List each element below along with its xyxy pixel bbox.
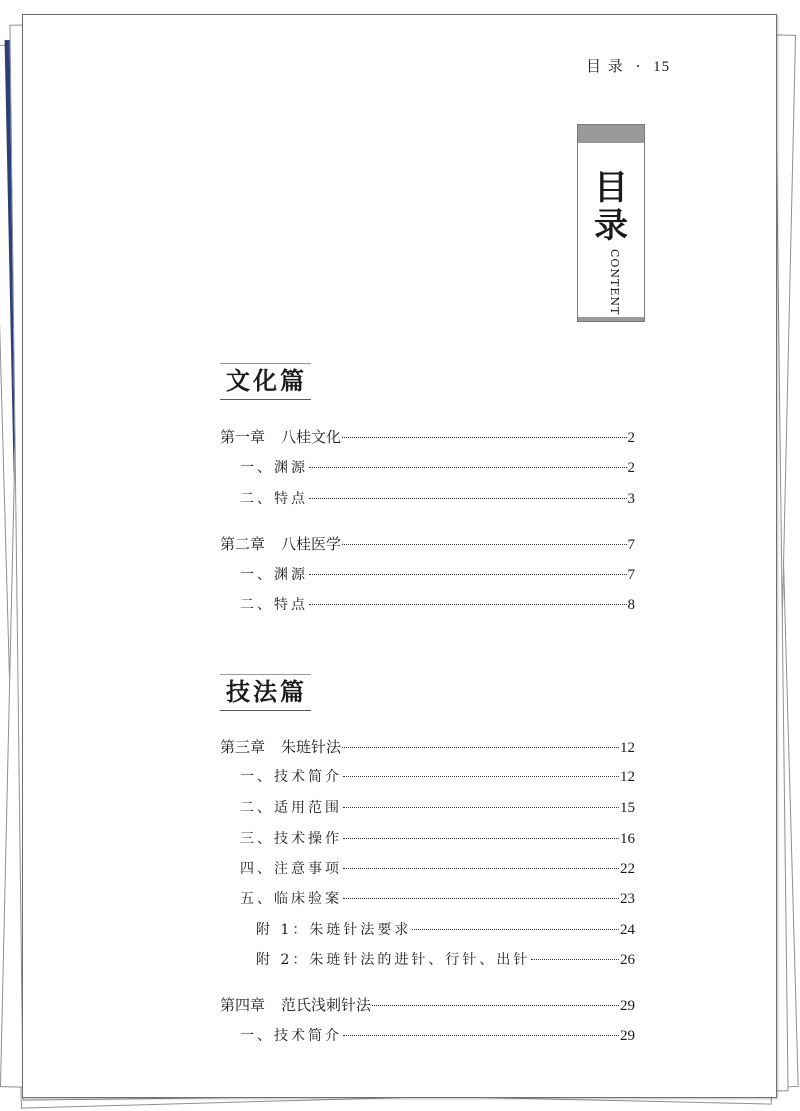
toc-label: 一、渊源: [240, 567, 308, 583]
badge-title-char: 录: [594, 206, 628, 246]
toc-chapter: [220, 426, 341, 447]
toc-entry[interactable]: [220, 994, 635, 1015]
toc-entry[interactable]: [220, 1025, 635, 1045]
dot-leader: [309, 574, 627, 575]
dot-leader: [342, 747, 619, 748]
page-number: 15: [620, 800, 635, 816]
toc-label: 二、特点: [240, 597, 308, 613]
chapter-title: 朱琏针法: [281, 738, 342, 756]
section-title: 技法篇: [220, 674, 311, 711]
chapter-label: 第四章: [220, 996, 266, 1014]
toc-entry[interactable]: [220, 828, 635, 848]
page-number: 2: [627, 460, 635, 476]
toc-label: 附 2：朱琏针法的进针、行针、出针: [256, 952, 531, 968]
badge-english: CONTENT: [608, 249, 621, 316]
page-number: 23: [620, 891, 635, 907]
dot-leader: [343, 1035, 619, 1036]
toc-entry[interactable]: [220, 797, 635, 817]
badge-top-bar: [578, 125, 644, 143]
dot-leader: [343, 868, 619, 869]
header-separator: ·: [635, 57, 642, 75]
dot-leader: [372, 1005, 619, 1006]
page-number: 26: [620, 952, 635, 968]
page-number: 22: [620, 861, 635, 877]
page-number: 3: [627, 491, 635, 507]
page-number: 7: [627, 567, 635, 583]
toc-entry[interactable]: [220, 766, 635, 786]
toc-entry[interactable]: [220, 488, 635, 508]
page-number: 24: [620, 922, 635, 938]
toc-entry[interactable]: [220, 858, 635, 878]
toc-label: 三、技术操作: [240, 831, 342, 847]
chapter-label: 第二章: [220, 535, 266, 553]
toc-label: 一、渊源: [240, 460, 308, 476]
header-section: 目 录: [586, 57, 624, 75]
page-number: 16: [620, 831, 635, 847]
toc-label: 一、技术简介: [240, 1028, 342, 1044]
toc-chapter: [220, 533, 341, 554]
dot-leader: [343, 898, 619, 899]
dot-leader: [309, 604, 627, 605]
page-number: 12: [620, 740, 635, 756]
dot-leader: [309, 498, 627, 499]
header-page-number: 15: [653, 59, 671, 75]
chapter-label: 第三章: [220, 738, 266, 756]
badge-title-char: 目: [594, 168, 628, 208]
toc-label: 二、特点: [240, 491, 308, 507]
dot-leader: [309, 467, 627, 468]
toc-entry[interactable]: [220, 426, 635, 447]
toc-entry[interactable]: [220, 533, 635, 554]
page-number: 29: [620, 1028, 635, 1044]
toc-entry[interactable]: [220, 736, 635, 757]
toc-label: 一、技术简介: [240, 769, 342, 785]
chapter-label: 第一章: [220, 428, 266, 446]
toc-entry[interactable]: [220, 919, 635, 939]
toc-label: 四、注意事项: [240, 861, 342, 877]
dot-leader: [343, 776, 619, 777]
dot-leader: [342, 544, 626, 545]
chapter-title: 八桂医学: [281, 535, 342, 553]
dot-leader: [343, 807, 619, 808]
toc-entry[interactable]: [220, 888, 635, 908]
dot-leader: [342, 437, 626, 438]
toc-entry[interactable]: [220, 457, 635, 477]
toc-chapter: [220, 736, 341, 757]
chapter-title: 范氏浅刺针法: [281, 996, 372, 1014]
toc-label: 二、适用范围: [240, 800, 342, 816]
page-number: 8: [627, 597, 635, 613]
page-number: 2: [627, 430, 635, 446]
toc-label: 五、临床验案: [240, 891, 342, 907]
dot-leader: [343, 838, 619, 839]
page-number: 29: [620, 998, 635, 1014]
toc-label: 附 1：朱琏针法要求: [256, 922, 412, 938]
toc-entry[interactable]: [220, 564, 635, 584]
section-title: 文化篇: [220, 363, 311, 400]
dot-leader: [531, 959, 619, 960]
badge-title: [578, 169, 644, 245]
running-header: [586, 55, 670, 76]
toc-entry[interactable]: [220, 594, 635, 614]
dot-leader: [412, 929, 619, 930]
badge-bottom-bar: [578, 317, 644, 321]
contents-badge: [577, 124, 645, 322]
toc-chapter: [220, 994, 371, 1015]
page-number: 12: [620, 769, 635, 785]
toc-entry[interactable]: [220, 949, 635, 969]
page-number: 7: [627, 537, 635, 553]
chapter-title: 八桂文化: [281, 428, 342, 446]
